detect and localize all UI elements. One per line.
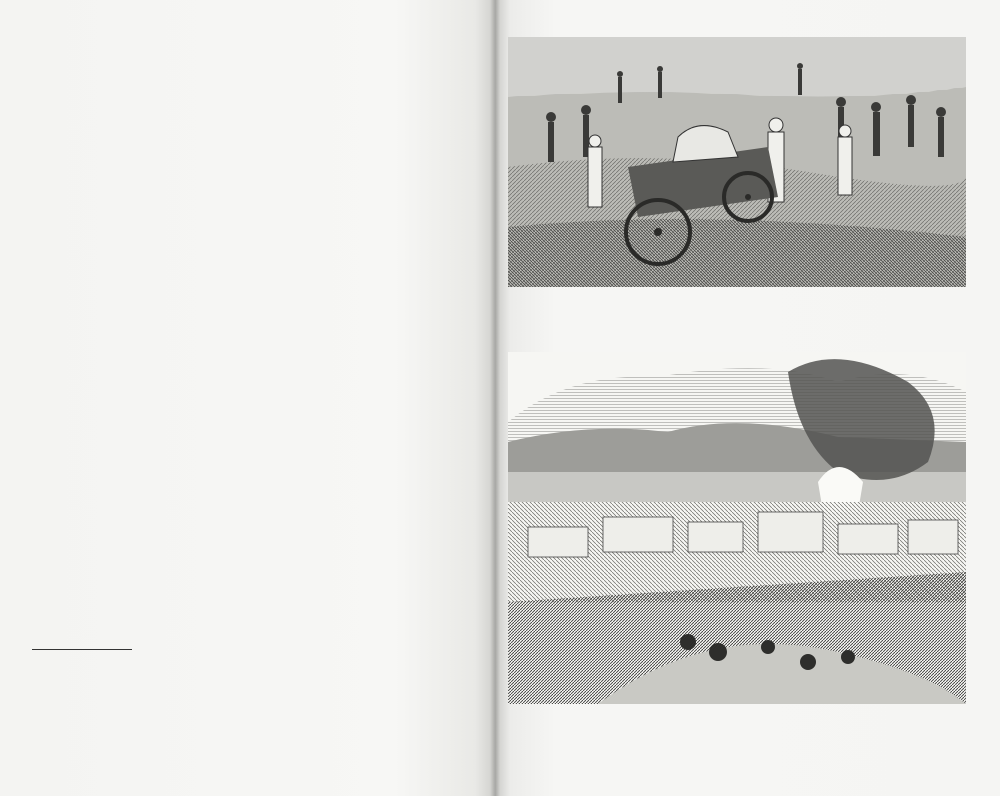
left-page — [0, 0, 495, 796]
footnote-rule — [32, 649, 132, 650]
main-text — [32, 37, 486, 51]
engraving-kerch-art — [508, 352, 966, 704]
engraving-convoy-art — [508, 37, 966, 287]
engraving-convoy-in-steppe — [508, 37, 966, 287]
engraving-view-of-kerch — [508, 352, 966, 704]
book-gutter — [490, 0, 500, 796]
